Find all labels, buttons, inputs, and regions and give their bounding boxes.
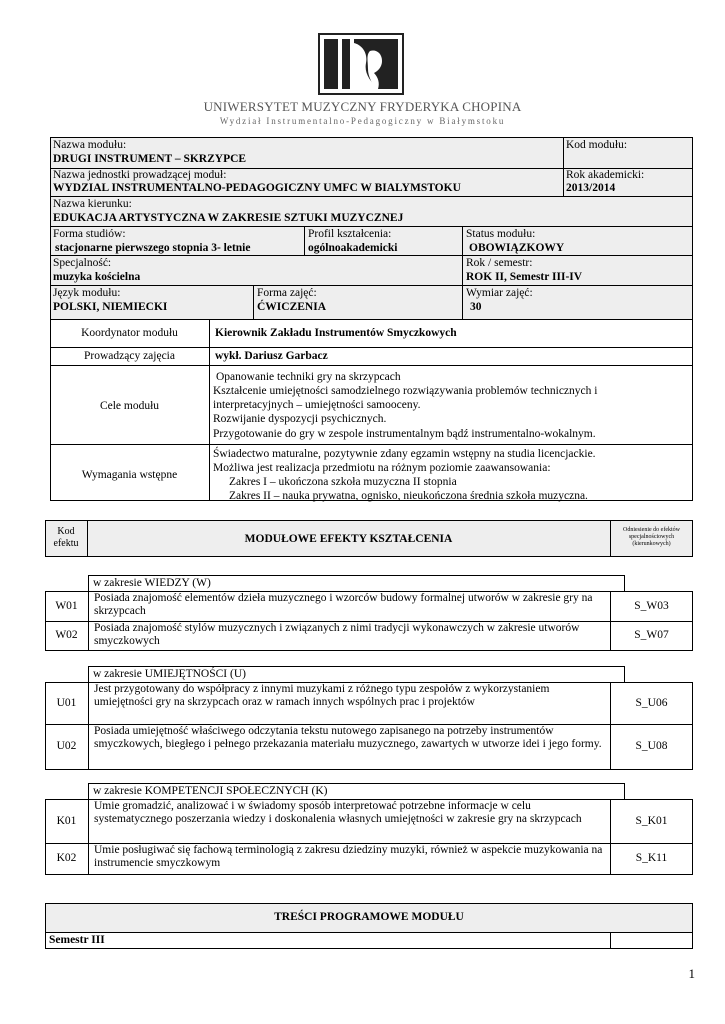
kierunek-value: EDUKACJA ARTYSTYCZNA W ZAKRESIE SZTUKI MUZYCZNEJ [53,212,404,224]
effect-ref: S_W07 [634,629,669,641]
effect-text: Posiada znajomość elementów dzieła muzycznego i wzorców budowy formalnej utworów w zakresie gry na skrzypcach [94,592,593,617]
effect-ref: S_U08 [635,740,668,752]
prowadzacy-label: Prowadzący zajęcia [84,350,175,362]
kod-modulu-label: Kod modułu: [566,139,628,151]
wymagania-line: Możliwa jest realizacja przedmiotu na różnym poziomie zaawansowania: [213,462,551,474]
wymiar-label: Wymiar zajęć: [466,287,533,299]
nazwa-modulu-value: DRUGI INSTRUMENT – SKRZYPCE [53,153,247,165]
effect-code: U02 [56,740,77,752]
odniesienie-label: specjalnościowych [628,534,675,540]
effect-ref: S_W03 [634,600,669,612]
kierunek-label: Nazwa kierunku: [53,198,132,210]
forma-zajec-value: ĆWICZENIA [257,301,327,313]
specjalnosc-label: Specjalność: [53,257,112,269]
rok-akademicki-value: 2013/2014 [566,182,616,194]
page-number: 1 [688,966,695,981]
umiejetnosci-header: w zakresie UMIEJĘTNOŚCI (U) [93,668,246,680]
rok-semestr-label: Rok / semestr: [466,257,533,269]
jednostka-label: Nazwa jednostki prowadzącej moduł: [53,169,227,181]
effect-text: Jest przygotowany do współpracy z innymi muzykami z różnego typu zespołów z wykorzystaniem umiejętności gry na skrzypcach oraz w ramach innych wspólnych prac i projektów [94,683,550,708]
rok-akademicki-label: Rok akademicki: [566,169,645,181]
cele-line: Kształcenie umiejętności samodzielnego rozwiązywania problemów technicznych i [213,385,598,397]
semestr-row [45,932,693,949]
kod-efektu-label: efektu [53,538,79,549]
effect-ref: S_K11 [635,852,668,864]
effect-code: K01 [56,815,77,827]
wymiar-value: 30 [470,301,482,313]
forma-zajec-label: Forma zajęć: [257,287,317,299]
effect-text: Umie gromadzić, analizować i w świadomy sposób interpretować potrzebne informacje w celu systematycznego poszerzania wiedzy i doskonalenia własnych umiejętności w zakresie gry na skrzypcach [94,800,582,825]
effect-text: Posiada znajomość stylów muzycznych i związanych z nimi tradycji wykonawczych w zakresie utworów smyczkowych [94,622,580,647]
profil-label: Profil kształcenia: [308,228,392,240]
effect-text: Umie posługiwać się fachową terminologią z zakresu dziedziny muzyki, również w aspekcie muzykowania na instrumencie smyczkowym [94,844,603,869]
effect-code: K02 [56,852,77,864]
efekty-title: MODUŁOWE EFEKTY KSZTAŁCENIA [244,533,453,545]
kompetencje-header: w zakresie KOMPETENCJI SPOŁECZNYCH (K) [93,785,328,797]
jezyk-label: Język modułu: [53,287,121,299]
koordynator-label: Koordynator modułu [81,327,178,339]
cele-line: Rozwijanie dyspozycji psychicznych. [213,413,387,425]
status-label: Status modułu: [466,228,536,240]
wymagania-line: Zakres II – nauka prywatna, ognisko, nieukończona średnia szkoła muzyczna. [229,490,588,502]
jednostka-value: WYDZIAL INSTRUMENTALNO-PEDAGOGICZNY UMFC W BIALYMSTOKU [53,182,461,194]
wymagania-label: Wymagania wstępne [81,469,178,481]
effect-ref: S_K01 [635,815,668,827]
jezyk-value: POLSKI, NIEMIECKI [53,301,168,313]
wymagania-line: Świadectwo maturalne, pozytywnie zdany egzamin wstępny na studia licencjackie. [213,448,596,460]
tresci-title: TREŚCI PROGRAMOWE MODUŁU [274,911,464,923]
effect-text: Posiada umiejętność właściwego odczytania tekstu nutowego zapisanego na potrzeby instrumentów smyczkowych, biegłego i pełnego przekazania materiału muzycznego, zawartych w utworze idei i jego formy. [94,725,602,750]
effect-code: W02 [55,629,78,641]
odniesienie-label: (kierunkowych) [632,541,671,547]
effect-code: U01 [56,697,77,709]
forma-studiow-value: stacjonarne pierwszego stopnia 3- letnie [55,242,251,254]
cele-label: Cele modułu [99,400,160,412]
cele-line: Przygotowanie do gry w zespole instrumentalnym bądź instrumentalno-wokalnym. [213,428,596,440]
specjalnosc-value: muzyka kościelna [53,271,141,283]
cele-line: Opanowanie techniki gry na skrzypcach [216,371,401,383]
odniesienie-label: Odniesienie do efektów [623,527,680,533]
effect-ref: S_U06 [635,697,668,709]
forma-studiow-label: Forma studiów: [53,228,126,240]
koordynator-value: Kierownik Zakładu Instrumentów Smyczkowych [215,327,457,339]
rok-semestr-value: ROK II, Semestr III-IV [466,271,583,283]
cele-line: interpretacyjnych – umiejętności samooceny. [213,399,421,411]
nazwa-modulu-label: Nazwa modułu: [53,139,127,151]
university-name: UNIWERSYTET MUZYCZNY FRYDERYKA CHOPINA [203,99,522,114]
wiedza-header: w zakresie WIEDZY (W) [93,577,211,589]
profil-value: ogólnoakademicki [308,242,398,254]
university-logo [318,33,404,95]
effect-code: W01 [55,600,78,612]
semestr-label: Semestr III [49,934,105,946]
wymagania-line: Zakres I – ukończona szkoła muzyczna II stopnia [229,476,457,488]
status-value: OBOWIĄZKOWY [469,242,565,254]
kod-efektu-label: Kod [57,526,75,537]
faculty-name: Wydział Instrumentalno-Pedagogiczny w Białymstoku [219,116,506,126]
prowadzacy-value: wykł. Dariusz Garbacz [215,350,328,362]
